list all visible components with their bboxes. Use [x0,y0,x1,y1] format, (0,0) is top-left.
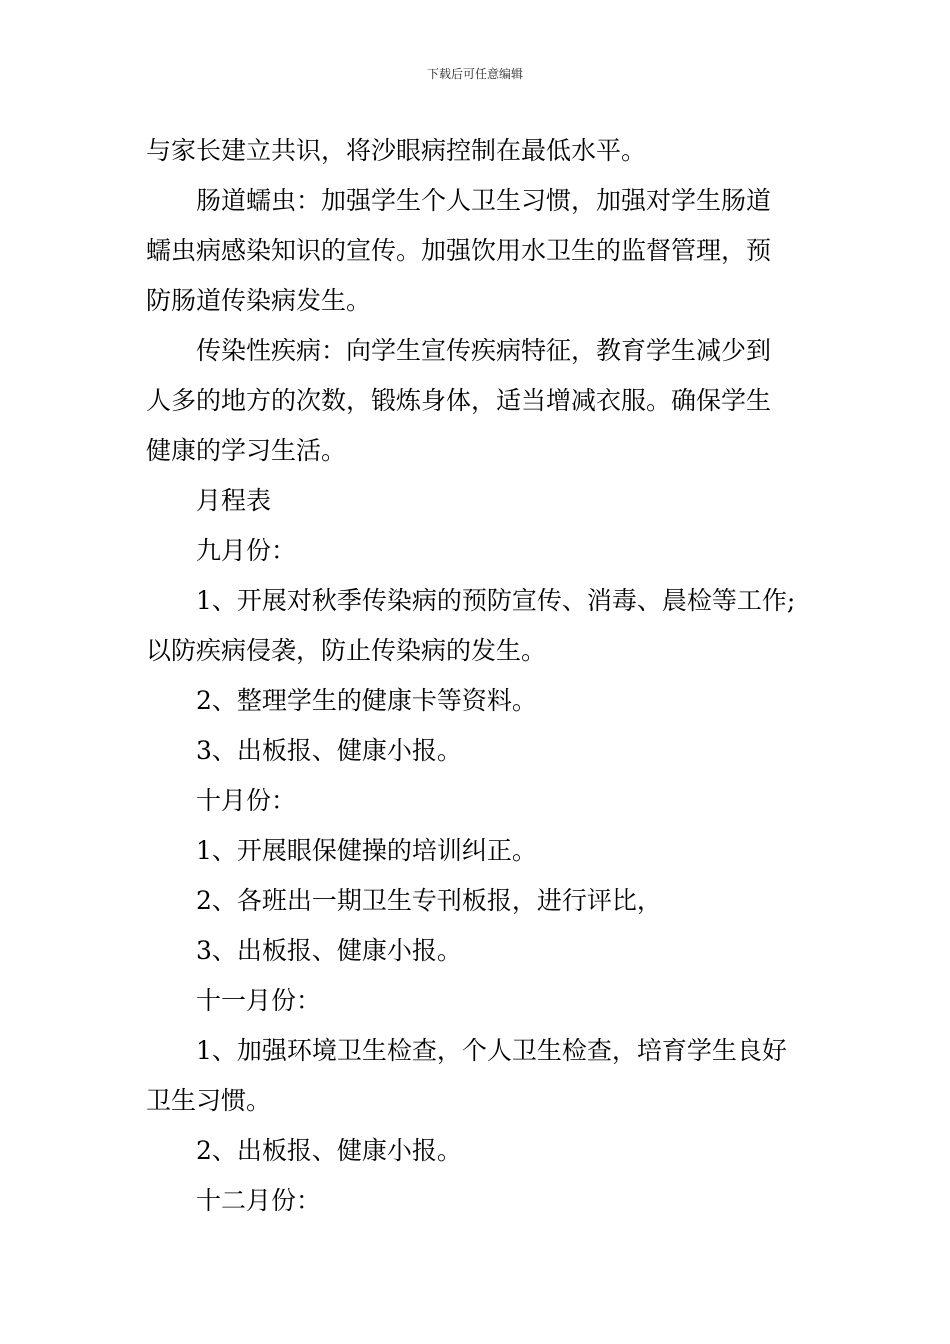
list-item: 1、开展对秋季传染病的预防宣传、消毒、晨检等工作; [196,586,796,615]
text-line: 传染性疾病：向学生宣传疾病特征，教育学生减少到 [196,336,772,365]
text-line: 蠕虫病感染知识的宣传。加强饮用水卫生的监督管理，预 [146,236,772,265]
month-heading: 九月份： [196,536,297,565]
page-header: 下载后可任意编辑 [426,67,523,81]
document-body [146,126,826,1226]
month-heading: 十月份： [196,786,297,815]
month-heading: 十二月份： [196,1186,322,1215]
list-item: 3、出板报、健康小报。 [196,736,462,765]
list-item: 2、出板报、健康小报。 [196,1136,462,1165]
text-line: 肠道蠕虫：加强学生个人卫生习惯，加强对学生肠道 [196,186,772,215]
month-heading: 十一月份： [196,986,322,1015]
text-line: 人多的地方的次数，锻炼身体，适当增减衣服。确保学生 [146,386,772,415]
list-item: 1、加强环境卫生检查，个人卫生检查，培育学生良好 [196,1036,787,1065]
list-item: 1、开展眼保健操的培训纠正。 [196,836,537,865]
list-item: 3、出板报、健康小报。 [196,936,462,965]
text-line: 与家长建立共识，将沙眼病控制在最低水平。 [146,136,647,165]
text-line: 卫生习惯。 [146,1086,272,1115]
list-item: 2、整理学生的健康卡等资料。 [196,686,537,715]
list-item: 2、各班出一期卫生专刊板报，进行评比， [196,886,662,915]
text-line: 以防疾病侵袭，防止传染病的发生。 [146,636,547,665]
section-heading: 月程表 [196,486,272,515]
text-line: 防肠道传染病发生。 [146,286,372,315]
text-line: 健康的学习生活。 [146,436,347,465]
